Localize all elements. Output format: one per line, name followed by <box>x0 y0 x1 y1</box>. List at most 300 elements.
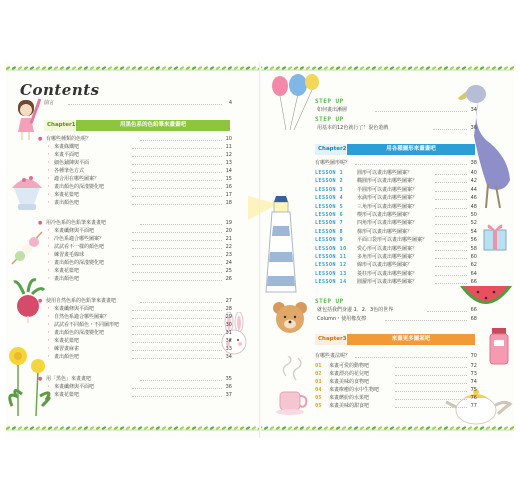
toc-text: 各種筆色方式 <box>54 168 85 174</box>
leaf-shape <box>6 66 11 70</box>
lesson-label: LESSON 2 <box>315 178 344 185</box>
leaf-shape <box>413 426 418 430</box>
gift-box-illustration <box>480 218 510 254</box>
toc-text: 來畫纖條與平面吧 <box>54 228 95 234</box>
leaf-shape <box>185 426 190 430</box>
toc-entry-section[interactable] <box>38 220 232 227</box>
toc-page: 66 <box>470 307 477 313</box>
leaf-shape <box>383 426 388 430</box>
lesson-entry[interactable] <box>315 220 477 227</box>
leaf-shape <box>479 426 484 430</box>
lesson-entry[interactable] <box>315 170 477 177</box>
leaf-shape <box>341 426 346 430</box>
leaf-shape <box>23 426 28 430</box>
leaf-shape <box>287 66 292 70</box>
leaf-shape <box>23 66 28 70</box>
leader-dots <box>433 129 467 130</box>
leader-dots <box>132 240 222 241</box>
leader-dots <box>132 334 222 335</box>
toc-entry[interactable] <box>44 228 232 235</box>
leaf-shape <box>95 66 100 70</box>
toc-page: 56 <box>470 237 477 244</box>
toc-text: 細色鋪陳與平面 <box>54 160 90 166</box>
toc-entry-preface[interactable] <box>44 100 232 107</box>
leader-dots <box>140 302 222 303</box>
bullet-icon: ・ <box>46 276 52 282</box>
bullet-icon: ・ <box>46 392 52 398</box>
toc-page: 33 <box>225 346 232 352</box>
leaf-shape <box>149 66 154 70</box>
toc-page: 73 <box>470 371 477 377</box>
leader-dots <box>395 391 467 392</box>
lesson-entry[interactable] <box>315 204 477 211</box>
toc-text: 來畫纖條與平面吧 <box>54 306 95 312</box>
leaf-shape <box>491 66 496 70</box>
bullet-icon: ・ <box>46 268 52 274</box>
toc-text: 來畫花籃吧 <box>54 338 80 344</box>
toc-entry[interactable] <box>44 192 232 199</box>
leaf-shape <box>425 426 430 430</box>
leader-dots <box>132 326 222 327</box>
toc-entry[interactable] <box>44 244 232 251</box>
toc-text: 梯形可以畫出哪些圖案？ <box>357 228 413 235</box>
lesson-label: LESSON 4 <box>315 195 344 202</box>
leader-dots <box>132 156 222 157</box>
leaf-shape <box>161 426 166 430</box>
toc-entry[interactable] <box>44 330 232 337</box>
leader-dots <box>355 357 467 358</box>
bullet-icon: ・ <box>46 152 52 158</box>
toc-page: 22 <box>225 244 232 250</box>
toc-entry[interactable] <box>44 200 232 207</box>
toc-text: 半圓形可以畫出哪些圖案？ <box>357 186 418 193</box>
teddy-bear-illustration <box>272 300 308 334</box>
leaf-shape <box>83 66 88 70</box>
leaf-shape <box>197 66 202 70</box>
leaf-shape <box>209 426 214 430</box>
leaf-shape <box>53 66 58 70</box>
toc-entry[interactable] <box>44 152 232 159</box>
toc-page: 36 <box>470 125 477 131</box>
toc-entry-step2[interactable] <box>315 125 477 132</box>
leader-dots <box>435 266 467 267</box>
toc-page: 17 <box>225 192 232 198</box>
toc-text: 畫出顏色的深淺變化吧 <box>54 184 105 190</box>
toc-entry[interactable] <box>44 338 232 345</box>
leaf-shape <box>191 426 196 430</box>
leaf-shape <box>467 66 472 70</box>
leader-dots <box>435 216 467 217</box>
toc-text: 練習畫麻雀 <box>54 346 80 352</box>
leaf-shape <box>29 66 34 70</box>
leaf-shape <box>299 426 304 430</box>
toc-entry-step3[interactable] <box>315 307 477 314</box>
toc-entry[interactable] <box>44 346 232 353</box>
toc-entry[interactable] <box>44 268 232 275</box>
toc-entry-section[interactable] <box>38 298 232 305</box>
lesson-entry[interactable] <box>315 271 477 278</box>
leader-dots <box>132 148 222 149</box>
toc-entry-ch3-intro[interactable] <box>315 353 477 360</box>
leaf-shape <box>47 66 52 70</box>
toc-text: 楔形可以畫出哪些圖案？ <box>357 212 413 218</box>
toc-text: 用「黑色」來畫畫吧 <box>46 376 92 382</box>
leader-dots <box>435 241 467 242</box>
leaf-shape <box>233 426 238 430</box>
leaf-shape <box>509 426 514 430</box>
leaf-shape <box>203 426 208 430</box>
toc-page: 19 <box>225 220 232 226</box>
lesson-entry[interactable] <box>315 187 477 194</box>
leaf-shape <box>407 426 412 430</box>
leader-dots <box>385 320 467 321</box>
leader-dots <box>132 204 222 205</box>
step-up-label: STEP UP <box>315 298 344 305</box>
leaf-shape <box>137 66 142 70</box>
item-number: 02 <box>315 371 322 377</box>
toc-page: 35 <box>225 376 232 382</box>
lesson-label: LESSON 7 <box>315 220 344 227</box>
leaf-shape <box>41 426 46 430</box>
leaf-shape <box>335 426 340 430</box>
leaf-shape <box>377 66 382 70</box>
bullet-icon: ・ <box>46 330 52 336</box>
chapter2-label: Chapter2 <box>315 144 346 155</box>
toc-page: 20 <box>225 228 232 234</box>
leaf-shape <box>191 66 196 70</box>
toc-text: 來畫美味的食物吧 <box>329 379 370 385</box>
toc-text: 橢圓形可以畫出哪些圖案？ <box>357 178 418 185</box>
leader-dots <box>132 264 222 265</box>
toc-text: 平面口袋形可以畫出哪些圖案？ <box>357 237 428 244</box>
shaved-ice-illustration <box>6 168 48 214</box>
toc-page: 18 <box>225 200 232 206</box>
lesson-entry[interactable] <box>315 212 477 219</box>
leader-dots <box>132 342 222 343</box>
lesson-entry[interactable] <box>315 262 477 269</box>
leaf-shape <box>407 66 412 70</box>
leader-dots <box>435 191 467 192</box>
leaf-shape <box>113 66 118 70</box>
toc-entry[interactable] <box>44 392 232 399</box>
bullet-icon: ● <box>38 220 43 226</box>
chapter3-entry[interactable] <box>315 403 477 410</box>
leader-dots <box>68 104 222 105</box>
chapter3-title: 來畫更多圖案吧 <box>347 334 475 345</box>
lesson-entry[interactable] <box>315 195 477 202</box>
toc-text: 畫出顏色的深淺變化吧 <box>54 260 105 266</box>
toc-entry-section[interactable] <box>38 376 232 383</box>
leaf-shape <box>395 66 400 70</box>
leaf-shape <box>95 426 100 430</box>
leader-dots <box>395 399 467 400</box>
toc-text: 畫出顏色吧 <box>54 354 80 360</box>
bullet-icon: ・ <box>46 346 52 352</box>
leader-dots <box>132 256 222 257</box>
leaf-shape <box>305 66 310 70</box>
item-number: 05 <box>315 395 322 401</box>
toc-entry-step1[interactable] <box>315 107 477 114</box>
leaf-shape <box>491 426 496 430</box>
leaf-shape <box>167 66 172 70</box>
toc-entry[interactable] <box>44 260 232 267</box>
leaf-shape <box>251 66 256 70</box>
leaf-shape <box>275 66 280 70</box>
leaf-shape <box>143 66 148 70</box>
leaf-shape <box>11 66 16 70</box>
leaf-shape <box>227 66 232 70</box>
toc-entry[interactable] <box>44 160 232 167</box>
leaf-shape <box>71 66 76 70</box>
leaf-shape <box>269 426 274 430</box>
leaf-shape <box>497 66 502 70</box>
leaf-shape <box>503 426 508 430</box>
toc-entry[interactable] <box>44 252 232 259</box>
toc-page: 30 <box>225 322 232 328</box>
leaf-shape <box>449 426 454 430</box>
leaf-shape <box>401 426 406 430</box>
leaf-shape <box>401 66 406 70</box>
leaf-shape <box>161 66 166 70</box>
leaf-shape <box>455 66 460 70</box>
leaf-shape <box>359 426 364 430</box>
bullet-icon: ・ <box>46 200 52 206</box>
leaf-shape <box>371 426 376 430</box>
toc-entry[interactable] <box>44 276 232 283</box>
leader-dots <box>435 233 467 234</box>
toc-text: 就包括我們身邊 1．2．3色的世界 <box>317 307 394 313</box>
toc-entry[interactable] <box>44 314 232 321</box>
leaf-shape <box>35 66 40 70</box>
leaf-shape <box>215 426 220 430</box>
leader-dots <box>395 367 467 368</box>
bullet-icon: ・ <box>46 184 52 190</box>
leaf-shape <box>329 426 334 430</box>
leader-dots <box>395 383 467 384</box>
toc-text: 練習畫毛線球 <box>54 252 85 258</box>
bullet-icon: ・ <box>46 176 52 182</box>
leaf-shape <box>377 426 382 430</box>
leader-dots <box>132 272 222 273</box>
bullet-icon: ・ <box>46 168 52 174</box>
leaf-shape <box>467 426 472 430</box>
leaf-shape <box>221 426 226 430</box>
leaf-shape <box>53 426 58 430</box>
toc-text: 來畫漂亮的花兒吧 <box>329 371 370 377</box>
chapter3-entry[interactable] <box>315 363 477 370</box>
lesson-entry[interactable] <box>315 178 477 185</box>
toc-text: 有哪些種類的色呢？ <box>46 136 92 142</box>
bullet-icon: ● <box>38 298 43 304</box>
leaf-shape <box>197 426 202 430</box>
chapter3-entry[interactable] <box>315 371 477 378</box>
leader-dots <box>132 164 222 165</box>
leaf-shape <box>353 66 358 70</box>
leaf-shape <box>83 426 88 430</box>
toc-page: 10 <box>225 136 232 142</box>
leader-dots <box>435 208 467 209</box>
toc-text: 來畫花籃吧 <box>54 392 80 398</box>
chapter3-banner[interactable] <box>315 334 477 345</box>
toc-text: 來畫平面吧 <box>54 152 80 158</box>
lesson-label: LESSON 13 <box>315 270 347 277</box>
leaf-shape <box>461 426 466 430</box>
leaf-shape <box>131 66 136 70</box>
toc-page: 11 <box>225 144 232 150</box>
lesson-entry[interactable] <box>315 279 477 286</box>
lesson-entry[interactable] <box>315 246 477 253</box>
leaf-shape <box>455 426 460 430</box>
leaf-shape <box>149 426 154 430</box>
leaf-shape <box>419 426 424 430</box>
toc-text: 來畫綠鐵吧 <box>54 144 80 150</box>
toc-page: 76 <box>470 395 477 401</box>
bullet-icon: ・ <box>46 322 52 328</box>
toc-page: 36 <box>225 384 232 390</box>
toc-text: 四角形可以畫出哪些圖案？ <box>357 220 418 227</box>
leader-dots <box>132 196 222 197</box>
leaf-shape <box>311 426 316 430</box>
toc-page: 72 <box>470 363 477 369</box>
leaf-shape <box>305 426 310 430</box>
item-number: 04 <box>315 387 322 393</box>
leaf-shape <box>71 426 76 430</box>
toc-entry[interactable] <box>44 144 232 151</box>
toc-page: 48 <box>470 203 477 210</box>
toc-text: 來畫纖條與平面吧 <box>54 384 95 390</box>
leader-dots <box>395 407 467 408</box>
chapter2-title: 用各種圖形來畫畫吧 <box>347 144 475 155</box>
toc-entry[interactable] <box>44 306 232 313</box>
toc-entry[interactable] <box>44 384 232 391</box>
step-up-label: STEP UP <box>315 116 344 123</box>
leaf-shape <box>131 426 136 430</box>
toc-page: 74 <box>470 379 477 385</box>
toc-entry-section[interactable] <box>38 136 232 143</box>
chapter3-entry[interactable] <box>315 395 477 402</box>
right-page-contents <box>315 78 477 418</box>
lesson-label: LESSON 12 <box>315 262 347 269</box>
toc-page: 38 <box>470 160 477 166</box>
leaf-shape <box>311 66 316 70</box>
leader-dots <box>132 232 222 233</box>
toc-text: 來畫療癒的水中生物吧 <box>329 387 380 393</box>
leaf-shape <box>245 426 250 430</box>
toc-text: 菱柱形可以畫出哪些圖案？ <box>357 270 418 277</box>
lesson-entry[interactable] <box>315 229 477 236</box>
lesson-label: LESSON 1 <box>315 170 344 176</box>
leaf-shape <box>215 66 220 70</box>
toc-entry[interactable] <box>44 168 232 175</box>
leader-dots <box>132 318 222 319</box>
toc-entry[interactable] <box>44 184 232 191</box>
leaf-shape <box>269 66 274 70</box>
bullet-icon: ・ <box>46 244 52 250</box>
toc-page: 14 <box>225 168 232 174</box>
toc-page: 4 <box>228 100 232 106</box>
toc-text: 來畫繽紛的水果吧 <box>329 395 370 401</box>
leader-dots <box>375 111 467 112</box>
leaf-shape <box>263 426 268 430</box>
leaf-shape <box>203 66 208 70</box>
leaf-shape <box>293 66 298 70</box>
chapter1-banner[interactable] <box>44 120 232 131</box>
tea-cup-illustration <box>276 356 310 422</box>
leader-dots <box>435 199 467 200</box>
bullet-icon: ・ <box>46 252 52 258</box>
leaf-shape <box>17 426 22 430</box>
chapter2-banner[interactable] <box>315 144 477 155</box>
item-number: 05 <box>315 403 322 409</box>
leaf-shape <box>395 426 400 430</box>
leaf-shape <box>389 66 394 70</box>
toc-text: 圓形可以畫出哪些圖案？ <box>357 170 413 176</box>
toc-entry-column[interactable] <box>315 316 477 323</box>
leader-dots <box>435 283 467 284</box>
toc-text: 畫出顏色吧 <box>54 276 80 282</box>
leaf-shape <box>107 426 112 430</box>
leaf-shape <box>65 426 70 430</box>
leaf-shape <box>125 426 130 430</box>
toc-page: 23 <box>225 252 232 258</box>
toc-page: 26 <box>225 276 232 282</box>
lesson-label: LESSON 6 <box>315 212 344 218</box>
leaf-shape <box>77 426 82 430</box>
toc-entry[interactable] <box>44 354 232 361</box>
leader-dots <box>435 182 467 183</box>
leader-dots <box>140 140 222 141</box>
lesson-entry[interactable] <box>315 254 477 261</box>
lesson-label: LESSON 5 <box>315 203 344 210</box>
toc-text: 有哪些畫法呢？ <box>315 353 351 359</box>
lesson-label: LESSON 10 <box>315 245 347 252</box>
leaf-shape <box>437 426 442 430</box>
leaf-shape <box>221 66 226 70</box>
toc-entry[interactable] <box>44 236 232 243</box>
leaf-shape <box>419 66 424 70</box>
leaf-shape <box>11 426 16 430</box>
lesson-entry[interactable] <box>315 237 477 244</box>
leader-dots <box>435 275 467 276</box>
leader-dots <box>132 172 222 173</box>
toc-page: 40 <box>470 170 477 176</box>
toc-entry[interactable] <box>44 322 232 329</box>
toc-text: 試試看不同顏色・不同圖形吧 <box>54 322 120 328</box>
leaf-shape <box>281 66 286 70</box>
leaf-shape <box>365 66 370 70</box>
leaf-shape <box>263 66 268 70</box>
leaf-shape <box>155 66 160 70</box>
toc-text: 水滴形可以畫出哪些圖案？ <box>357 195 418 202</box>
balloons-illustration <box>268 74 320 132</box>
leaf-shape <box>347 426 352 430</box>
toc-text: 來畫花籃吧 <box>54 268 80 274</box>
toc-entry[interactable] <box>44 176 232 183</box>
leaf-shape <box>155 426 160 430</box>
leaf-shape <box>35 426 40 430</box>
toc-entry-ch2-intro[interactable] <box>315 160 477 167</box>
leaf-shape <box>443 426 448 430</box>
chapter3-entry[interactable] <box>315 379 477 386</box>
toc-text: 自然色系適合哪些圖案？ <box>54 314 110 320</box>
chapter3-entry[interactable] <box>315 387 477 394</box>
toc-page: 25 <box>225 268 232 274</box>
leaf-shape <box>107 66 112 70</box>
leaf-shape <box>353 426 358 430</box>
leader-dots <box>435 250 467 251</box>
leaf-shape <box>89 66 94 70</box>
leader-dots <box>132 358 222 359</box>
